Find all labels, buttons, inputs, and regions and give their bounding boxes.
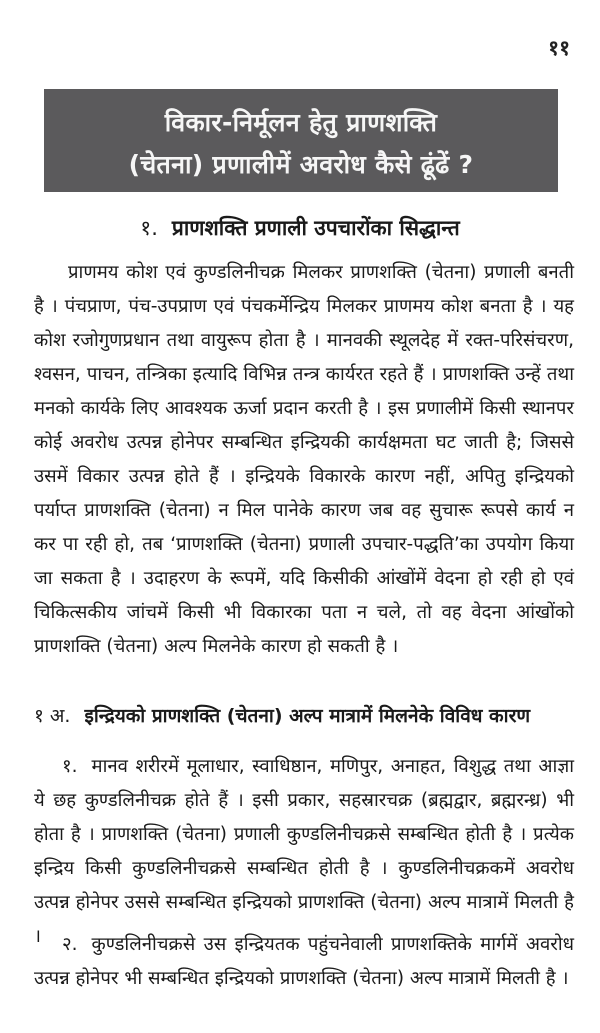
section-heading — [0, 214, 600, 242]
section-number: १. — [140, 216, 158, 240]
chapter-title-line-2: (चेतना) प्रणालीमें अवरोध कैसे ढूंढें ? — [128, 150, 474, 179]
subsection-number: १ अ. — [34, 705, 71, 727]
list-item — [34, 928, 574, 996]
subsection-heading-text: इन्द्रियको प्राणशक्ति (चेतना) अल्प मात्रामें मिलनेके विविध कारण — [84, 705, 531, 727]
subsection-heading — [34, 702, 579, 728]
page-number: ११ — [548, 36, 570, 60]
list-item-number: २. — [62, 934, 78, 955]
chapter-title-line-1: विकार-निर्मूलन हेतु प्राणशक्ति — [164, 108, 438, 137]
list-item-text: मानव शरीरमें मूलाधार, स्वाधिष्ठान, मणिपुर, अनाहत, विशुद्ध तथा आज्ञा ये छह कुण्डलिनीचक्र होते हैं । इसी प्रकार, सहस्रारचक्र (ब्रह्मद्वार, ब्रह्मरन्ध्र) भी होता है । प्राणशक्ति (चेतना) प्रणाली कुण्डलिनीचक्रसे सम्बन्धित होती है । प्रत्येक इन्द्रिय किसी कुण्डलिनीचक्रसे सम्बन्धित होती है । कुण्डलिनीचक्रकमें अवरोध उत्पन्न होनेपर उससे सम्बन्धित इन्द्रियको प्राणशक्ति (चेतना) अल्प मात्रामें मिलती है । — [34, 756, 574, 947]
list-item-text: कुण्डलिनीचक्रसे उस इन्द्रियतक पहुंचनेवाली प्राणशक्तिके मार्गमें अवरोध उत्पन्न होनेपर भी सम्बन्धित इन्द्रियको प्राणशक्ति (चेतना) अल्प मात्रामें मिलती है । — [34, 934, 574, 989]
list-item — [34, 750, 574, 954]
chapter-title-banner — [44, 89, 558, 192]
section-heading-text: प्राणशक्ति प्रणाली उपचारोंका सिद्धान्त — [171, 216, 460, 240]
list-item-number: १. — [62, 756, 78, 777]
section-paragraph: प्राणमय कोश एवं कुण्डलिनीचक्र मिलकर प्राणशक्ति (चेतना) प्रणाली बनती है । पंचप्राण, पंच-उपप्राण एवं पंचकर्मेन्द्रिय मिलकर प्राणमय कोश बनता है । यह कोश रजोगुणप्रधान तथा वायुरूप होता है । मानवकी स्थूलदेह में रक्त-परिसंचरण, श्वसन, पाचन, तन्त्रिका इत्यादि विभिन्न तन्त्र कार्यरत रहते हैं । प्राणशक्ति उन्हें तथा मनको कार्यके लिए आवश्यक ऊर्जा प्रदान करती है । इस प्रणालीमें किसी स्थानपर कोई अवरोध उत्पन्न होनेपर सम्बन्धित इन्द्रियकी कार्यक्षमता घट जाती है; जिससे उसमें विकार उत्पन्न होते हैं । इन्द्रियके विकारके कारण नहीं, अपितु इन्द्रियको पर्याप्त प्राणशक्ति (चेतना) न मिल पानेके कारण जब वह सुचारू रूपसे कार्य न कर पा रही हो, तब ‘प्राणशक्ति (चेतना) प्रणाली उपचार-पद्धति’का उपयोग किया जा सकता है । उदाहरण के रूपमें, यदि किसीकी आंखोंमें वेदना हो रही हो एवं चिकित्सकीय जांचमें किसी भी विकारका पता न चले, तो वह वेदना आंखोंको प्राणशक्ति (चेतना) अल्प मिलनेके कारण हो सकती है । — [34, 262, 574, 657]
